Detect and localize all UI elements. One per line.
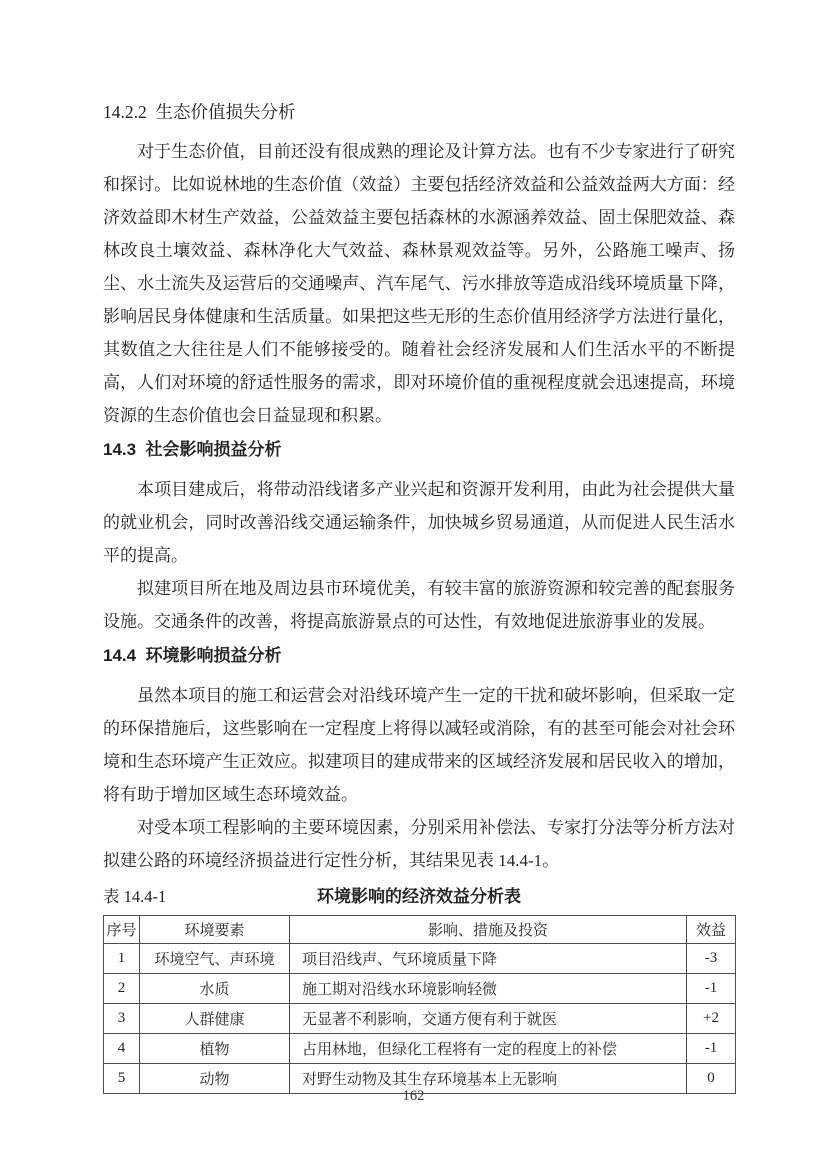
- paragraph-social-benefit-1: 本项目建成后，将带动沿线诸多产业兴起和资源开发利用，由此为社会提供大量的就业机会，同时改善沿线交通运输条件，加快城乡贸易通道，从而促进人民生活水平的提高。: [103, 480, 735, 565]
- cell-env-element: 动物: [140, 1064, 290, 1094]
- cell-benefit: -3: [687, 944, 736, 974]
- paragraph-env-benefit-2: 对受本项工程影响的主要环境因素，分别采用补偿法、专家打分法等分析方法对拟建公路的环境经济损益进行定性分析，其结果见表 14.4-1。: [103, 818, 735, 870]
- column-header-env-element: 环境要素: [140, 916, 290, 944]
- cell-env-element: 环境空气、声环境: [140, 944, 290, 974]
- paragraph-env-benefit-1: 虽然本项目的施工和运营会对沿线环境产生一定的干扰和破坏影响，但采取一定的环保措施后，这些影响在一定程度上将得以减轻或消除，有的甚至可能会对社会环境和生态环境产生正效应。拟建项目的建成带来的区域经济发展和居民收入的增加，将有助于增加区域生态环境效益。: [103, 686, 735, 804]
- table-caption-title: 环境影响的经济效益分析表: [317, 887, 521, 906]
- column-header-impact: 影响、措施及投资: [290, 916, 687, 944]
- cell-index: 5: [104, 1064, 140, 1094]
- cell-benefit: -1: [687, 1034, 736, 1064]
- cell-env-element: 水质: [140, 974, 290, 1004]
- cell-index: 2: [104, 974, 140, 1004]
- table-row: [104, 1004, 736, 1034]
- paragraph-ecological-value: 对于生态价值，目前还没有很成熟的理论及计算方法。也有不少专家进行了研究和探讨。比如说林地的生态价值（效益）主要包括经济效益和公益效益两大方面：经济效益即木材生产效益，公益效益主要包括森林的水源涵养效益、固土保肥效益、森林改良土壤效益、森林净化大气效益、森林景观效益等。另外，公路施工噪声、扬尘、水土流失及运营后的交通噪声、汽车尾气、污水排放等造成沿线环境质量下降，影响居民身体健康和生活质量。如果把这些无形的生态价值用经济学方法进行量化，其数值之大往往是人们不能够接受的。随着社会经济发展和人们生活水平的不断提高，人们对环境的舒适性服务的需求，即对环境价值的重视程度就会迅速提高，环境资源的生态价值也会日益显现和积累。: [103, 142, 735, 425]
- cell-impact: 对野生动物及其生存环境基本上无影响: [290, 1064, 687, 1094]
- cell-benefit: -1: [687, 974, 736, 1004]
- paragraph-social-benefit-2: 拟建项目所在地及周边县市环境优美，有较丰富的旅游资源和较完善的配套服务设施。交通条件的改善，将提高旅游景点的可达性，有效地促进旅游事业的发展。: [103, 579, 735, 631]
- cell-impact: 占用林地，但绿化工程将有一定的程度上的补偿: [290, 1034, 687, 1064]
- table-caption: [103, 885, 735, 909]
- section-heading-14-3: 14.3 社会影响损益分析: [103, 440, 282, 459]
- env-benefit-analysis-table: [103, 915, 736, 1094]
- table-row: [104, 974, 736, 1004]
- cell-impact: 施工期对沿线水环境影响轻微: [290, 974, 687, 1004]
- table-caption-label: 表 14.4-1: [103, 887, 167, 906]
- cell-env-element: 人群健康: [140, 1004, 290, 1034]
- cell-index: 3: [104, 1004, 140, 1034]
- cell-index: 1: [104, 944, 140, 974]
- cell-impact: 项目沿线声、气环境质量下降: [290, 944, 687, 974]
- cell-benefit: 0: [687, 1064, 736, 1094]
- page-number: 162: [402, 1088, 425, 1104]
- cell-env-element: 植物: [140, 1034, 290, 1064]
- table-row: [104, 944, 736, 974]
- page-content: [103, 100, 735, 1094]
- table-row: [104, 1034, 736, 1064]
- section-heading-14-2-2: 14.2.2 生态价值损失分析: [103, 102, 296, 122]
- cell-index: 4: [104, 1034, 140, 1064]
- cell-impact: 无显著不利影响，交通方便有利于就医: [290, 1004, 687, 1034]
- column-header-benefit: 效益: [687, 916, 736, 944]
- table-header-row: [104, 916, 736, 944]
- column-header-index: 序号: [104, 916, 140, 944]
- cell-benefit: +2: [687, 1004, 736, 1034]
- section-heading-14-4: 14.4 环境影响损益分析: [103, 646, 282, 665]
